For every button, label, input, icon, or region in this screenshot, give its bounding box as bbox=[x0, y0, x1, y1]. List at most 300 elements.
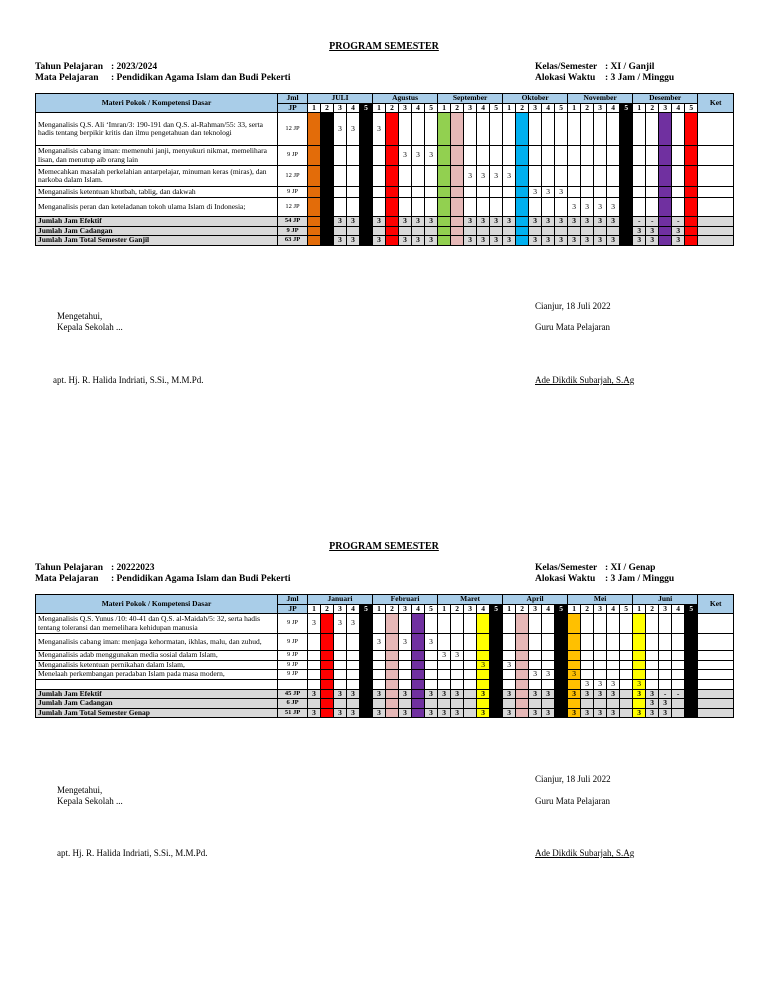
header-week: 3 bbox=[594, 604, 607, 614]
week-cell bbox=[321, 699, 334, 709]
week-cell bbox=[321, 660, 334, 670]
week-cell bbox=[503, 146, 516, 166]
alokasi-value: : 3 Jam / Minggu bbox=[605, 574, 675, 584]
week-cell bbox=[425, 699, 438, 709]
week-cell bbox=[529, 198, 542, 217]
header-week: 5 bbox=[685, 604, 698, 614]
week-cell bbox=[581, 146, 594, 166]
week-cell bbox=[373, 670, 386, 680]
materi-cell: Menganalisis adab menggunakan media sosial dalam Islam, bbox=[36, 651, 278, 661]
header-week: 1 bbox=[503, 604, 516, 614]
week-cell bbox=[321, 187, 334, 198]
header-week: 3 bbox=[399, 604, 412, 614]
header-week: 2 bbox=[646, 103, 659, 113]
week-cell bbox=[386, 198, 399, 217]
place-date: Cianjur, 18 Juli 2022 bbox=[535, 774, 611, 784]
jp-cell: 6 JP bbox=[278, 699, 308, 709]
week-cell bbox=[516, 680, 529, 690]
week-cell bbox=[464, 651, 477, 661]
week-cell bbox=[542, 680, 555, 690]
week-cell bbox=[360, 699, 373, 709]
ket-cell bbox=[698, 187, 734, 198]
mapel-value: : Pendidikan Agama Islam dan Budi Pekerti bbox=[111, 574, 291, 584]
week-cell: 3 bbox=[399, 146, 412, 166]
week-cell bbox=[464, 699, 477, 709]
week-cell bbox=[594, 187, 607, 198]
week-cell: 3 bbox=[373, 236, 386, 246]
week-cell bbox=[412, 670, 425, 680]
week-cell bbox=[685, 614, 698, 634]
week-cell bbox=[529, 680, 542, 690]
week-cell bbox=[321, 146, 334, 166]
week-cell bbox=[399, 187, 412, 198]
week-cell bbox=[334, 699, 347, 709]
week-cell bbox=[659, 226, 672, 236]
week-cell bbox=[581, 670, 594, 680]
week-cell bbox=[568, 660, 581, 670]
week-cell bbox=[464, 670, 477, 680]
header-week: 2 bbox=[581, 103, 594, 113]
week-cell bbox=[633, 699, 646, 709]
week-cell bbox=[451, 680, 464, 690]
week-cell bbox=[646, 614, 659, 634]
week-cell bbox=[386, 689, 399, 699]
week-cell bbox=[425, 198, 438, 217]
week-cell: 3 bbox=[425, 217, 438, 227]
week-cell: 3 bbox=[438, 651, 451, 661]
week-cell bbox=[334, 146, 347, 166]
week-cell bbox=[399, 680, 412, 690]
week-cell bbox=[321, 651, 334, 661]
week-cell bbox=[672, 660, 685, 670]
week-cell: 3 bbox=[633, 226, 646, 236]
week-cell bbox=[594, 634, 607, 651]
week-cell bbox=[360, 236, 373, 246]
header-week: 2 bbox=[516, 604, 529, 614]
ket-cell bbox=[698, 614, 734, 634]
header-week: 2 bbox=[451, 604, 464, 614]
week-cell bbox=[308, 217, 321, 227]
week-cell: 3 bbox=[451, 689, 464, 699]
week-cell bbox=[620, 699, 633, 709]
week-cell: 3 bbox=[542, 217, 555, 227]
table-row bbox=[36, 166, 734, 187]
week-cell: 3 bbox=[347, 708, 360, 718]
week-cell: 3 bbox=[347, 614, 360, 634]
week-cell bbox=[373, 614, 386, 634]
alokasi-value: : 3 Jam / Minggu bbox=[605, 73, 675, 83]
week-cell bbox=[321, 226, 334, 236]
week-cell bbox=[373, 198, 386, 217]
week-cell: 3 bbox=[503, 166, 516, 187]
header-week: 1 bbox=[438, 604, 451, 614]
week-cell bbox=[451, 146, 464, 166]
week-cell: - bbox=[672, 689, 685, 699]
week-cell bbox=[386, 699, 399, 709]
header-month: November bbox=[568, 94, 633, 104]
week-cell bbox=[672, 708, 685, 718]
week-cell: 3 bbox=[373, 689, 386, 699]
place-date: Cianjur, 18 Juli 2022 bbox=[535, 301, 611, 311]
week-cell bbox=[516, 198, 529, 217]
jp-cell: 51 JP bbox=[278, 708, 308, 718]
schedule-table-ganjil bbox=[35, 93, 734, 246]
table-row bbox=[36, 614, 734, 634]
tahun-value: : 20222023 bbox=[111, 563, 155, 573]
jp-cell: 9 JP bbox=[278, 670, 308, 680]
week-cell bbox=[659, 614, 672, 634]
week-cell bbox=[659, 670, 672, 680]
jp-cell: 9 JP bbox=[278, 660, 308, 670]
week-cell bbox=[542, 166, 555, 187]
header-week: 1 bbox=[308, 103, 321, 113]
week-cell: - bbox=[646, 217, 659, 227]
schedule-table-genap bbox=[35, 594, 734, 718]
week-cell bbox=[633, 198, 646, 217]
week-cell bbox=[334, 634, 347, 651]
week-cell bbox=[347, 651, 360, 661]
week-cell bbox=[334, 166, 347, 187]
jp-cell: 54 JP bbox=[278, 217, 308, 227]
week-cell bbox=[386, 217, 399, 227]
week-cell: 3 bbox=[347, 217, 360, 227]
week-cell bbox=[451, 166, 464, 187]
week-cell bbox=[555, 146, 568, 166]
summary-label: Jumlah Jam Total Semester Genap bbox=[36, 708, 278, 718]
week-cell bbox=[451, 236, 464, 246]
header-month: Maret bbox=[438, 595, 503, 605]
header-jp: JP bbox=[278, 103, 308, 113]
guru-label: Guru Mata Pelajaran bbox=[535, 322, 610, 332]
week-cell bbox=[672, 166, 685, 187]
week-cell bbox=[477, 198, 490, 217]
week-cell bbox=[685, 670, 698, 680]
week-cell bbox=[503, 670, 516, 680]
week-cell bbox=[464, 226, 477, 236]
kepala-sekolah-label: Kepala Sekolah ... bbox=[57, 322, 123, 332]
week-cell bbox=[347, 634, 360, 651]
week-cell: 3 bbox=[334, 236, 347, 246]
ket-cell bbox=[698, 113, 734, 146]
week-cell bbox=[646, 187, 659, 198]
week-cell bbox=[503, 634, 516, 651]
week-cell bbox=[529, 634, 542, 651]
week-cell bbox=[451, 226, 464, 236]
week-cell bbox=[347, 680, 360, 690]
week-cell bbox=[659, 187, 672, 198]
week-cell: 3 bbox=[594, 236, 607, 246]
week-cell bbox=[490, 187, 503, 198]
week-cell: 3 bbox=[594, 198, 607, 217]
week-cell bbox=[633, 670, 646, 680]
week-cell: 3 bbox=[529, 708, 542, 718]
ket-cell bbox=[698, 670, 734, 680]
week-cell bbox=[347, 198, 360, 217]
header-week: 4 bbox=[542, 103, 555, 113]
week-cell bbox=[607, 146, 620, 166]
week-cell bbox=[555, 113, 568, 146]
week-cell bbox=[399, 670, 412, 680]
week-cell: 3 bbox=[646, 708, 659, 718]
week-cell bbox=[308, 166, 321, 187]
header-week: 1 bbox=[633, 103, 646, 113]
week-cell bbox=[659, 651, 672, 661]
week-cell: 3 bbox=[646, 689, 659, 699]
week-cell bbox=[412, 651, 425, 661]
header-month: Mei bbox=[568, 595, 633, 605]
header-week: 3 bbox=[659, 604, 672, 614]
week-cell: 3 bbox=[503, 660, 516, 670]
week-cell bbox=[360, 217, 373, 227]
week-cell: 3 bbox=[594, 708, 607, 718]
week-cell: 3 bbox=[490, 236, 503, 246]
header-jml: Jml bbox=[278, 94, 308, 104]
header-row-months bbox=[36, 595, 734, 605]
header-row-months bbox=[36, 94, 734, 104]
meta-right bbox=[535, 62, 674, 84]
guru-name: Ade Dikdik Subarjah, S.Ag bbox=[535, 848, 635, 858]
header-week: 1 bbox=[503, 103, 516, 113]
week-cell bbox=[477, 614, 490, 634]
week-cell bbox=[659, 236, 672, 246]
header-month: JULI bbox=[308, 94, 373, 104]
header-week: 5 bbox=[620, 604, 633, 614]
header-materi: Materi Pokok / Kompetensi Dasar bbox=[36, 595, 278, 614]
week-cell bbox=[633, 651, 646, 661]
header-month: Agustus bbox=[373, 94, 438, 104]
week-cell bbox=[360, 113, 373, 146]
ket-cell bbox=[698, 680, 734, 690]
week-cell bbox=[451, 614, 464, 634]
week-cell bbox=[321, 113, 334, 146]
week-cell bbox=[360, 689, 373, 699]
week-cell bbox=[386, 113, 399, 146]
week-cell bbox=[607, 660, 620, 670]
week-cell bbox=[373, 166, 386, 187]
week-cell: 3 bbox=[607, 198, 620, 217]
week-cell bbox=[438, 166, 451, 187]
week-cell: 3 bbox=[399, 708, 412, 718]
week-cell bbox=[620, 651, 633, 661]
week-cell: 3 bbox=[334, 708, 347, 718]
header-week: 1 bbox=[568, 604, 581, 614]
week-cell bbox=[620, 634, 633, 651]
week-cell bbox=[477, 226, 490, 236]
week-cell bbox=[321, 166, 334, 187]
week-cell bbox=[464, 660, 477, 670]
week-cell: 3 bbox=[477, 236, 490, 246]
week-cell: 3 bbox=[542, 236, 555, 246]
week-cell: 3 bbox=[347, 113, 360, 146]
jp-cell: 9 JP bbox=[278, 146, 308, 166]
week-cell bbox=[451, 634, 464, 651]
header-week: 5 bbox=[555, 103, 568, 113]
week-cell bbox=[672, 113, 685, 146]
week-cell bbox=[516, 146, 529, 166]
week-cell bbox=[555, 198, 568, 217]
week-cell bbox=[568, 166, 581, 187]
summary-label: Jumlah Jam Cadangan bbox=[36, 699, 278, 709]
week-cell bbox=[321, 198, 334, 217]
week-cell bbox=[386, 634, 399, 651]
week-cell: 3 bbox=[646, 226, 659, 236]
header-week: 3 bbox=[464, 103, 477, 113]
summary-row bbox=[36, 699, 734, 709]
header-week: 4 bbox=[477, 103, 490, 113]
week-cell: 3 bbox=[542, 187, 555, 198]
guru-label: Guru Mata Pelajaran bbox=[535, 796, 610, 806]
week-cell: 3 bbox=[412, 236, 425, 246]
week-cell: 3 bbox=[581, 708, 594, 718]
week-cell bbox=[464, 689, 477, 699]
week-cell bbox=[633, 166, 646, 187]
week-cell bbox=[334, 187, 347, 198]
week-cell: 3 bbox=[425, 146, 438, 166]
week-cell bbox=[399, 699, 412, 709]
week-cell: 3 bbox=[503, 708, 516, 718]
week-cell bbox=[646, 651, 659, 661]
header-ket: Ket bbox=[698, 94, 734, 113]
week-cell bbox=[516, 708, 529, 718]
jp-cell: 9 JP bbox=[278, 187, 308, 198]
table-row bbox=[36, 113, 734, 146]
jp-cell: 9 JP bbox=[278, 634, 308, 651]
header-week: 5 bbox=[490, 103, 503, 113]
week-cell bbox=[607, 187, 620, 198]
week-cell bbox=[568, 699, 581, 709]
week-cell: 3 bbox=[334, 689, 347, 699]
week-cell bbox=[464, 680, 477, 690]
week-cell bbox=[672, 187, 685, 198]
week-cell bbox=[607, 699, 620, 709]
week-cell bbox=[633, 146, 646, 166]
week-cell: 3 bbox=[568, 708, 581, 718]
week-cell bbox=[490, 651, 503, 661]
week-cell bbox=[321, 236, 334, 246]
week-cell bbox=[542, 113, 555, 146]
week-cell bbox=[490, 680, 503, 690]
week-cell: - bbox=[659, 689, 672, 699]
week-cell: 3 bbox=[555, 236, 568, 246]
header-week: 4 bbox=[347, 103, 360, 113]
mapel-value: : Pendidikan Agama Islam dan Budi Pekerti bbox=[111, 73, 291, 83]
jp-cell: 9 JP bbox=[278, 614, 308, 634]
summary-label: Jumlah Jam Total Semester Ganjil bbox=[36, 236, 278, 246]
table-row bbox=[36, 680, 734, 690]
week-cell bbox=[516, 634, 529, 651]
week-cell bbox=[581, 187, 594, 198]
header-week: 5 bbox=[685, 103, 698, 113]
week-cell bbox=[412, 614, 425, 634]
week-cell bbox=[334, 226, 347, 236]
table-row bbox=[36, 187, 734, 198]
guru-name: Ade Dikdik Subarjah, S.Ag bbox=[535, 375, 635, 385]
week-cell bbox=[373, 651, 386, 661]
week-cell bbox=[399, 198, 412, 217]
header-month: Oktober bbox=[503, 94, 568, 104]
week-cell bbox=[308, 146, 321, 166]
jp-cell: 12 JP bbox=[278, 113, 308, 146]
week-cell bbox=[516, 651, 529, 661]
week-cell bbox=[451, 198, 464, 217]
week-cell: 3 bbox=[399, 689, 412, 699]
week-cell: 3 bbox=[568, 670, 581, 680]
week-cell bbox=[516, 614, 529, 634]
table-row bbox=[36, 198, 734, 217]
week-cell bbox=[347, 699, 360, 709]
week-cell: 3 bbox=[399, 634, 412, 651]
week-cell bbox=[659, 166, 672, 187]
week-cell bbox=[529, 651, 542, 661]
week-cell bbox=[659, 660, 672, 670]
week-cell bbox=[412, 634, 425, 651]
week-cell: 3 bbox=[672, 236, 685, 246]
materi-cell: Memecahkan masalah perkelahian antarpelajar, minuman keras (miras), dan narkoba dalam Islam. bbox=[36, 166, 278, 187]
week-cell: 3 bbox=[529, 689, 542, 699]
jp-cell: 9 JP bbox=[278, 651, 308, 661]
header-week: 2 bbox=[516, 103, 529, 113]
week-cell bbox=[672, 198, 685, 217]
week-cell bbox=[360, 166, 373, 187]
week-cell bbox=[685, 708, 698, 718]
tahun-label: Tahun Pelajaran bbox=[35, 563, 104, 573]
week-cell bbox=[607, 670, 620, 680]
week-cell bbox=[568, 680, 581, 690]
week-cell bbox=[659, 217, 672, 227]
week-cell: 3 bbox=[607, 680, 620, 690]
week-cell bbox=[425, 113, 438, 146]
header-month: Januari bbox=[308, 595, 373, 605]
week-cell bbox=[386, 166, 399, 187]
week-cell bbox=[451, 660, 464, 670]
week-cell bbox=[360, 614, 373, 634]
week-cell bbox=[581, 166, 594, 187]
week-cell bbox=[464, 634, 477, 651]
header-week: 4 bbox=[672, 604, 685, 614]
week-cell bbox=[685, 699, 698, 709]
week-cell bbox=[607, 651, 620, 661]
week-cell bbox=[451, 187, 464, 198]
jp-cell bbox=[278, 680, 308, 690]
week-cell bbox=[308, 660, 321, 670]
week-cell: 3 bbox=[633, 708, 646, 718]
materi-cell bbox=[36, 680, 278, 690]
week-cell bbox=[438, 670, 451, 680]
kepala-sekolah-name: apt. Hj. R. Halida Indriati, S.Si., M.M.Pd. bbox=[53, 375, 204, 385]
jp-cell: 45 JP bbox=[278, 689, 308, 699]
week-cell bbox=[438, 660, 451, 670]
header-week: 4 bbox=[607, 103, 620, 113]
week-cell bbox=[412, 226, 425, 236]
week-cell bbox=[412, 660, 425, 670]
week-cell bbox=[542, 651, 555, 661]
week-cell bbox=[503, 651, 516, 661]
week-cell bbox=[633, 187, 646, 198]
week-cell: 3 bbox=[477, 660, 490, 670]
week-cell bbox=[308, 680, 321, 690]
ket-cell bbox=[698, 634, 734, 651]
week-cell bbox=[685, 634, 698, 651]
week-cell bbox=[516, 699, 529, 709]
week-cell bbox=[386, 651, 399, 661]
week-cell bbox=[490, 699, 503, 709]
alokasi-label: Alokasi Waktu bbox=[535, 574, 596, 584]
header-week: 1 bbox=[308, 604, 321, 614]
week-cell: 3 bbox=[607, 708, 620, 718]
week-cell: 3 bbox=[399, 236, 412, 246]
week-cell bbox=[568, 146, 581, 166]
week-cell bbox=[373, 226, 386, 236]
